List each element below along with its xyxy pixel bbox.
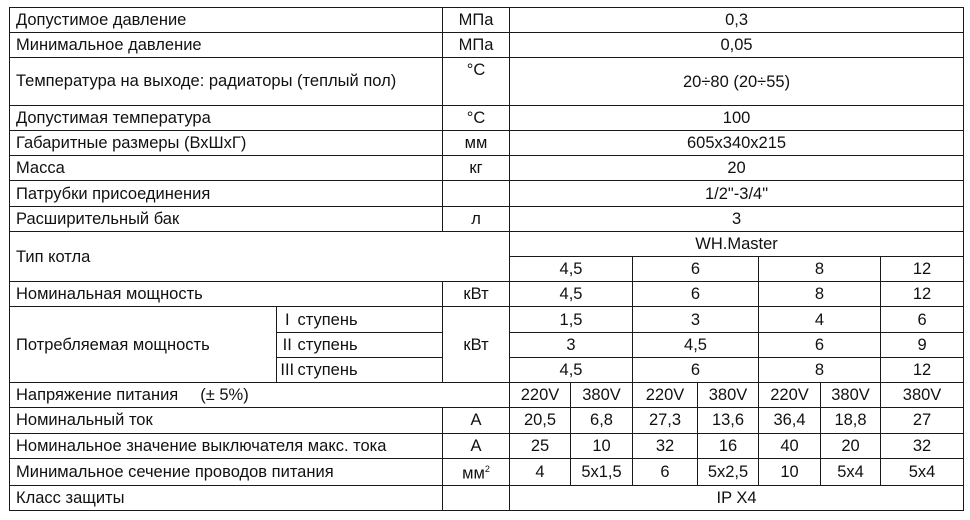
value-cell: 6 xyxy=(633,282,759,307)
model-cell: 6 xyxy=(633,257,759,282)
value-cell: 220V xyxy=(633,383,698,408)
value-cell: 380V xyxy=(698,383,759,408)
specifications-table xyxy=(9,7,964,511)
value-cell: 8 xyxy=(759,282,881,307)
value-cell: 13,6 xyxy=(698,408,759,433)
value-cell: 5x4 xyxy=(881,458,964,485)
value-cell: 32 xyxy=(633,433,698,458)
value-cell: 9 xyxy=(881,332,964,357)
table-row xyxy=(10,485,964,510)
model-cell: 4,5 xyxy=(510,257,633,282)
param-label: Допустимая температура xyxy=(10,105,443,130)
param-label: Допустимое давление xyxy=(10,8,443,33)
value-cell: 4 xyxy=(759,307,881,332)
value-cell: 6 xyxy=(633,357,759,382)
value-cell: 20,5 xyxy=(510,408,571,433)
voltage-label-cell xyxy=(10,383,510,408)
value-cell: 32 xyxy=(881,433,964,458)
value-cell: 16 xyxy=(698,433,759,458)
unit-cell: мм xyxy=(443,130,510,155)
value-cell: 5x4 xyxy=(821,458,881,485)
param-label: Масса xyxy=(10,156,443,181)
value-cell: 100 xyxy=(510,105,964,130)
value-cell: 3 xyxy=(510,206,964,231)
value-cell: 20÷80 (20÷55) xyxy=(510,58,964,105)
value-cell: 27,3 xyxy=(633,408,698,433)
unit-cell: кг xyxy=(443,156,510,181)
nominal-current-label: Номинальный ток xyxy=(10,408,443,433)
param-label: Габаритные размеры (ВхШхГ) xyxy=(10,130,443,155)
table-row xyxy=(10,156,964,181)
stage-word: ступень xyxy=(298,307,443,332)
table-row xyxy=(10,8,964,33)
model-cell: 12 xyxy=(881,257,964,282)
unit-cell: А xyxy=(443,408,510,433)
voltage-label: Напряжение питания xyxy=(16,386,179,405)
value-cell: 4,5 xyxy=(633,332,759,357)
value-cell: 0,3 xyxy=(510,8,964,33)
value-cell: 3 xyxy=(510,332,633,357)
value-cell: 605x340x215 xyxy=(510,130,964,155)
table-row xyxy=(10,458,964,485)
param-label: Температура на выходе: радиаторы (теплый пол) xyxy=(10,58,443,105)
table-row xyxy=(10,231,964,256)
protection-label: Класс защиты xyxy=(10,485,443,510)
value-cell: 20 xyxy=(821,433,881,458)
param-label: Расширительный бак xyxy=(10,206,443,231)
unit-superscript: 2 xyxy=(484,464,490,475)
table-row xyxy=(10,408,964,433)
value-cell: 220V xyxy=(510,383,571,408)
boiler-type-label: Тип котла xyxy=(10,231,510,281)
value-cell: IP X4 xyxy=(510,485,964,510)
unit-cell: °С xyxy=(443,105,510,130)
voltage-tolerance: (± 5%) xyxy=(200,386,249,405)
value-cell: 36,4 xyxy=(759,408,821,433)
value-cell: 4,5 xyxy=(510,282,633,307)
stage-number: I xyxy=(277,307,298,332)
unit-cell: л xyxy=(443,206,510,231)
value-cell: 10 xyxy=(571,433,633,458)
value-cell: 380V xyxy=(881,383,964,408)
table-row xyxy=(10,307,964,332)
unit-cell xyxy=(443,485,510,510)
unit-cell xyxy=(443,181,510,206)
value-cell: 20 xyxy=(510,156,964,181)
value-cell: 12 xyxy=(881,282,964,307)
stage-word: ступень xyxy=(298,357,443,382)
unit-cell xyxy=(443,458,510,485)
value-cell: 220V xyxy=(759,383,821,408)
value-cell: 10 xyxy=(759,458,821,485)
stage-number: III xyxy=(277,357,298,382)
value-cell: 5x2,5 xyxy=(698,458,759,485)
value-cell: 1/2"-3/4" xyxy=(510,181,964,206)
value-cell: 380V xyxy=(571,383,633,408)
table-row xyxy=(10,433,964,458)
param-label: Патрубки присоединения xyxy=(10,181,443,206)
value-cell: 3 xyxy=(633,307,759,332)
table-row xyxy=(10,33,964,58)
param-label: Минимальное давление xyxy=(10,33,443,58)
value-cell: 1,5 xyxy=(510,307,633,332)
unit-base: мм xyxy=(462,464,485,483)
value-cell: 27 xyxy=(881,408,964,433)
value-cell: 18,8 xyxy=(821,408,881,433)
unit-cell: кВт xyxy=(443,307,510,383)
table-row xyxy=(10,206,964,231)
table-row xyxy=(10,105,964,130)
model-cell: 8 xyxy=(759,257,881,282)
value-cell: 380V xyxy=(821,383,881,408)
unit-cell: А xyxy=(443,433,510,458)
boiler-model-name: WH.Master xyxy=(510,231,964,256)
value-cell: 25 xyxy=(510,433,571,458)
value-cell: 0,05 xyxy=(510,33,964,58)
value-cell: 6 xyxy=(881,307,964,332)
nominal-power-label: Номинальная мощность xyxy=(10,282,443,307)
value-cell: 4 xyxy=(510,458,571,485)
unit-cell: °С xyxy=(443,58,510,105)
value-cell: 8 xyxy=(759,357,881,382)
table-row xyxy=(10,383,964,408)
unit-cell: кВт xyxy=(443,282,510,307)
table-row xyxy=(10,58,964,105)
value-cell: 12 xyxy=(881,357,964,382)
wire-section-label: Минимальное сечение проводов питания xyxy=(10,458,443,485)
breaker-label: Номинальное значение выключателя макс. тока xyxy=(10,433,443,458)
consumed-power-label: Потребляемая мощность xyxy=(10,307,277,383)
table-row xyxy=(10,282,964,307)
value-cell: 40 xyxy=(759,433,821,458)
value-cell: 5x1,5 xyxy=(571,458,633,485)
value-cell: 4,5 xyxy=(510,357,633,382)
value-cell: 6,8 xyxy=(571,408,633,433)
stage-word: ступень xyxy=(298,332,443,357)
table-row xyxy=(10,130,964,155)
unit-cell: МПа xyxy=(443,8,510,33)
value-cell: 6 xyxy=(759,332,881,357)
value-cell: 6 xyxy=(633,458,698,485)
stage-number: II xyxy=(277,332,298,357)
unit-cell: МПа xyxy=(443,33,510,58)
table-row xyxy=(10,181,964,206)
